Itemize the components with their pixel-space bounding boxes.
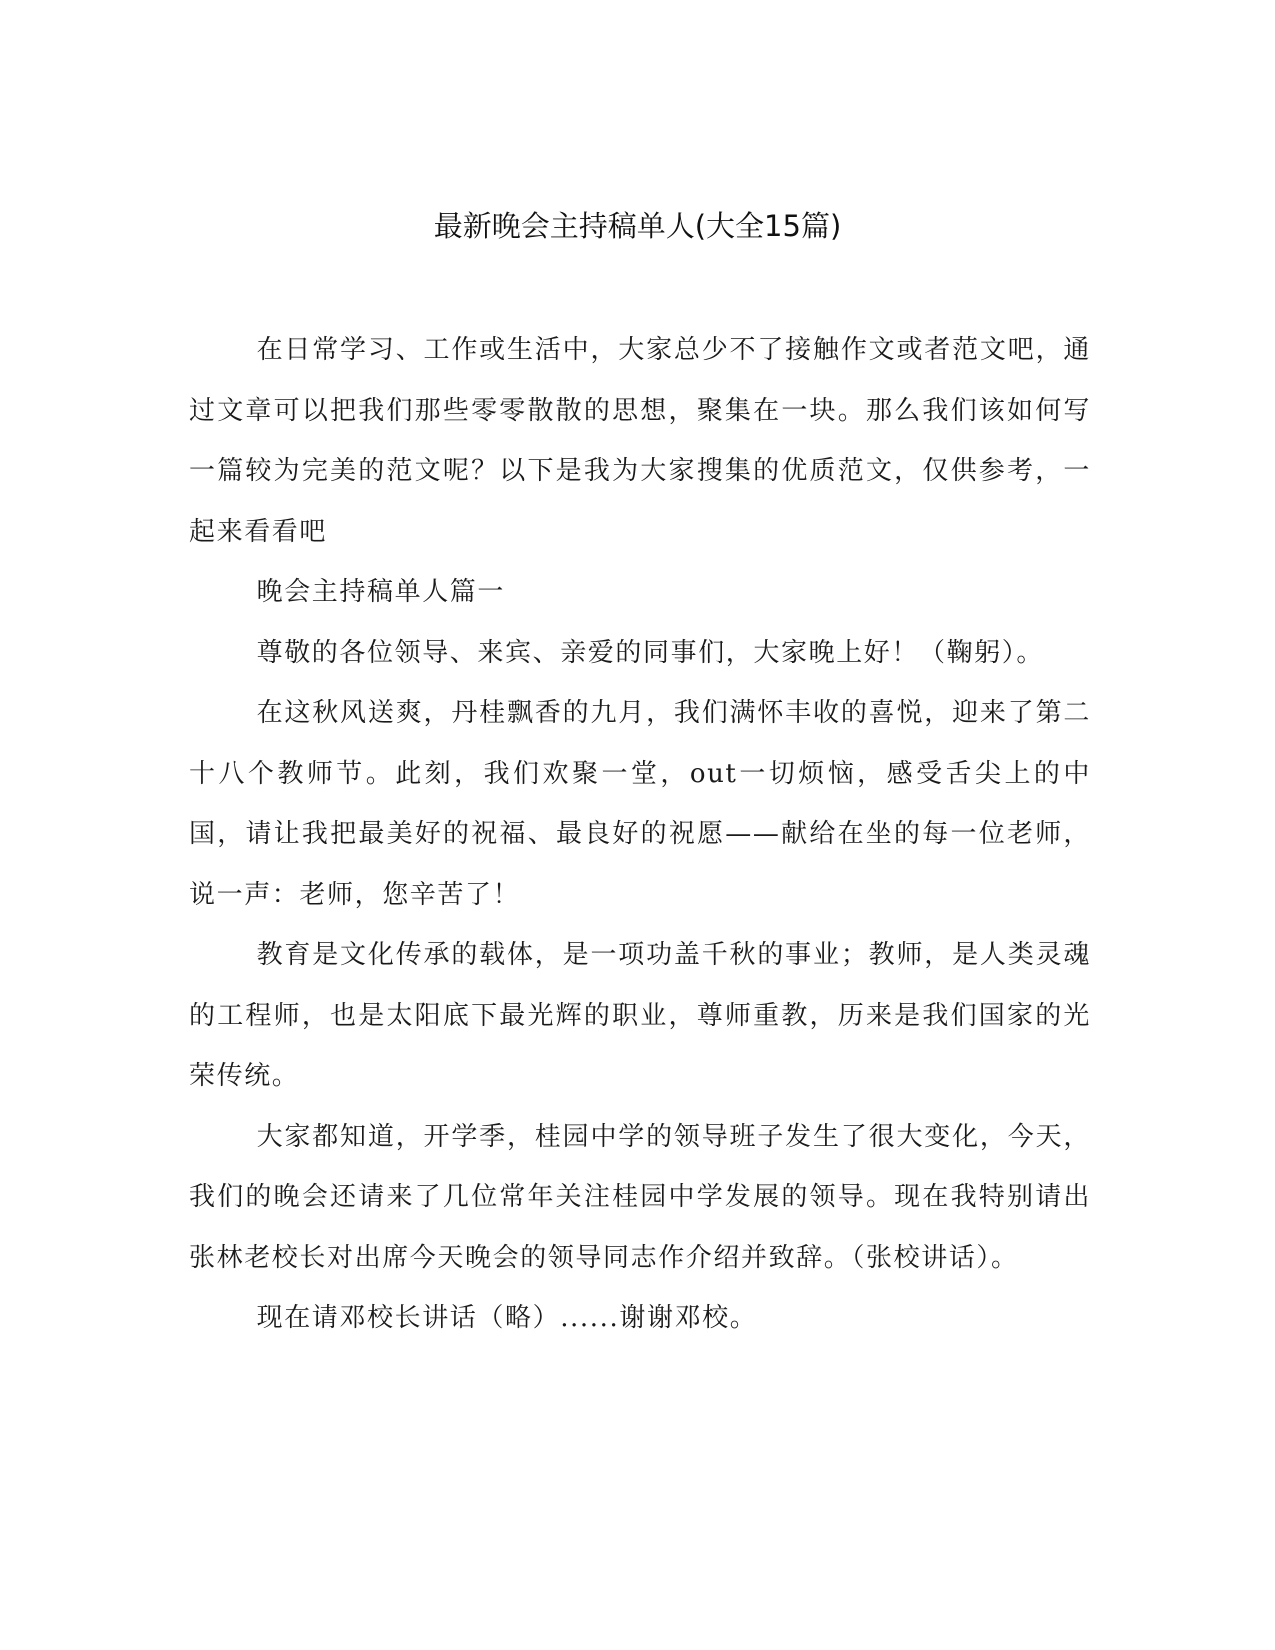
section-heading: 晚会主持稿单人篇一 <box>256 577 505 607</box>
body-paragraph: 大家都知道，开学季，桂园中学的领导班子发生了很大变化，今天，我们的晚会还请来了几位常年关注桂园中学发展的领导。现在我特别请出张林老校长对出席今天晚会的领导同志作介绍并致辞。（张校讲话）。 <box>189 1121 1091 1273</box>
intro-paragraph: 在日常学习、工作或生活中，大家总少不了接触作文或者范文吧，通过文章可以把我们那些零零散散的思想，聚集在一块。那么我们该如何写一篇较为完美的范文呢？以下是我为大家搜集的优质范文，仅供参考，一起来看看吧 <box>189 335 1091 547</box>
body-paragraph: 在这秋风送爽，丹桂飘香的九月，我们满怀丰收的喜悦，迎来了第二十八个教师节。此刻，我们欢聚一堂，out一切烦恼，感受舌尖上的中国，请让我把最美好的祝福、最良好的祝愿——献给在坐的每一位老师，说一声：老师，您辛苦了！ <box>189 698 1091 910</box>
body-paragraph: 教育是文化传承的载体，是一项功盖千秋的事业；教师，是人类灵魂的工程师，也是太阳底下最光辉的职业，尊师重教，历来是我们国家的光荣传统。 <box>189 940 1091 1091</box>
body-paragraph: 现在请邓校长讲话（略）......谢谢邓校。 <box>256 1303 758 1333</box>
document-title: 最新晚会主持稿单人(大全15篇) <box>433 209 842 243</box>
document-body <box>189 320 1091 1349</box>
greeting-paragraph: 尊敬的各位领导、来宾、亲爱的同事们，大家晚上好！（鞠躬）。 <box>256 637 1044 668</box>
